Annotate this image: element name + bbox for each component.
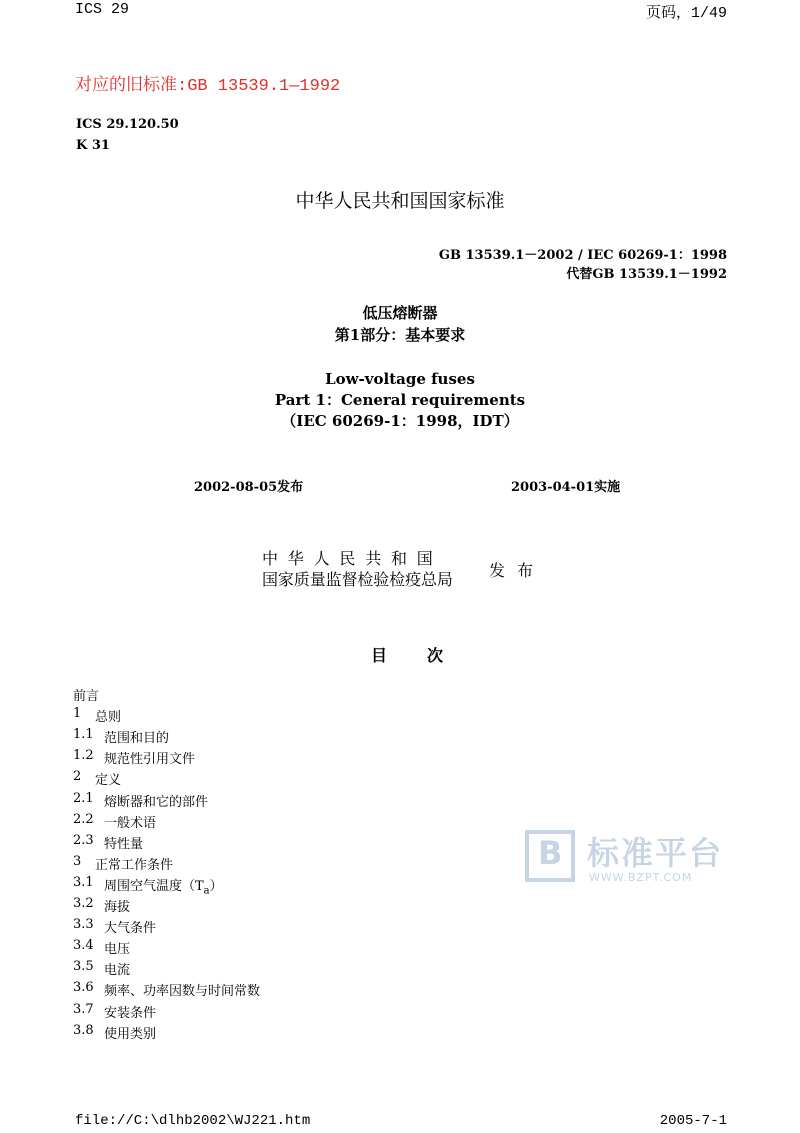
- issuer-line1: 中华人民共和国: [262, 549, 443, 568]
- title-chinese-line1: 低压熔断器: [362, 304, 438, 322]
- toc-item-title: 大气条件: [104, 921, 157, 937]
- footer-file-path: file://C:\dlhb2002\WJ221.htm: [75, 1113, 311, 1129]
- toc-item-title: 使用类别: [104, 1026, 157, 1042]
- toc-item-title: 熔断器和它的部件: [104, 794, 209, 810]
- toc-item-title: 总则: [95, 710, 122, 726]
- footer-date: 2005-7-1: [659, 1113, 727, 1129]
- toc-item-number: 3.2: [73, 896, 94, 911]
- watermark-logo: [525, 828, 730, 888]
- toc-item-number: 2.3: [73, 832, 94, 848]
- toc-item-text: [104, 938, 130, 957]
- title-english-line2: Part 1：Ceneral requirements: [274, 391, 526, 409]
- national-standard-heading: 中华人民共和国国家标准: [295, 190, 505, 212]
- toc-item-title: 电压: [104, 942, 131, 958]
- issue-action: 发布: [489, 561, 546, 580]
- toc-item-text: [104, 748, 195, 767]
- toc-item-title: 规范性引用文件: [104, 752, 196, 768]
- toc-item-text: [104, 812, 156, 831]
- toc-item-text: [104, 833, 143, 852]
- toc-item-text: [104, 875, 223, 897]
- toc-item-text: [104, 896, 130, 915]
- toc-item-number: 3.8: [73, 1022, 94, 1038]
- toc-item-text: [104, 791, 208, 810]
- toc-item-number: 1.1: [73, 727, 94, 743]
- toc-item-text: [104, 980, 260, 999]
- toc-item-number: 2.1: [73, 790, 94, 806]
- watermark-text: 标准平台: [587, 834, 724, 872]
- toc-item-text: [104, 917, 156, 936]
- title-english-line1: Low-voltage fuses: [325, 370, 475, 388]
- toc-item-number: 3.4: [73, 938, 94, 954]
- toc-item-number: 3.3: [73, 917, 94, 933]
- toc-item-text: [104, 1023, 156, 1042]
- toc-item-title: 安装条件: [104, 1005, 157, 1021]
- header-left-text: ICS 29: [75, 1, 130, 18]
- toc-item-text: [95, 854, 173, 873]
- title-chinese: [0, 302, 800, 346]
- toc-item-title: 周围空气温度（T: [104, 878, 204, 894]
- replaces-standard: 代替GB 13539.1－1992: [566, 267, 727, 282]
- toc-item-title: 定义: [95, 773, 122, 789]
- watermark-url: WWW.BZPT.COM: [589, 871, 693, 884]
- implementation-date: 2003-04-01实施: [511, 480, 621, 495]
- classification-code: K 31: [76, 138, 110, 153]
- toc-item-title: 电流: [104, 963, 131, 979]
- publish-date: 2002-08-05发布: [194, 480, 304, 495]
- standard-number: GB 13539.1－2002 / IEC 60269-1：1998: [438, 248, 727, 263]
- header-page-number: 页码，1/49: [645, 5, 727, 22]
- toc-item-number: 1: [73, 706, 82, 722]
- toc-item-text: [104, 1002, 156, 1021]
- toc-title: 目次: [371, 646, 484, 665]
- toc-item-number: 3.7: [73, 1001, 94, 1017]
- old-standard-reference: 对应的旧标准:GB 13539.1—1992: [75, 77, 341, 96]
- toc-item-number: 3: [73, 853, 82, 869]
- watermark-letter: B: [538, 834, 563, 872]
- toc-item-title: 特性量: [104, 836, 144, 852]
- toc-item-text: [95, 769, 121, 788]
- toc-item-number: 3.6: [73, 980, 94, 996]
- toc-item-suffix: ）: [209, 878, 223, 894]
- toc-item-text: [104, 959, 130, 978]
- toc-item-title: 一般术语: [104, 815, 157, 831]
- toc-item-subscript: a: [203, 885, 210, 897]
- toc-item-title: 正常工作条件: [95, 857, 174, 873]
- title-english: [0, 369, 800, 432]
- toc-item-title: 频率、功率因数与时间常数: [104, 984, 261, 1000]
- title-chinese-line2: 第1部分：基本要求: [334, 326, 466, 344]
- toc-item-text: [95, 706, 121, 725]
- toc-item-text: [104, 727, 169, 746]
- toc-item-title: 范围和目的: [104, 731, 170, 747]
- toc-item-number: 1.2: [73, 748, 94, 764]
- title-english-line3: （IEC 60269-1：1998，IDT）: [281, 412, 519, 430]
- toc-item-title: 海拔: [104, 900, 131, 915]
- toc-item-number: 前言: [73, 689, 100, 704]
- ics-code: ICS 29.120.50: [76, 117, 179, 132]
- toc-item-number: 2.2: [73, 811, 94, 827]
- issuer-line2: 国家质量监督检验检疫总局: [262, 570, 453, 589]
- toc-item-number: 3.5: [73, 959, 94, 975]
- toc-item-number: 3.1: [73, 874, 94, 890]
- toc-item-number: 2: [73, 769, 82, 785]
